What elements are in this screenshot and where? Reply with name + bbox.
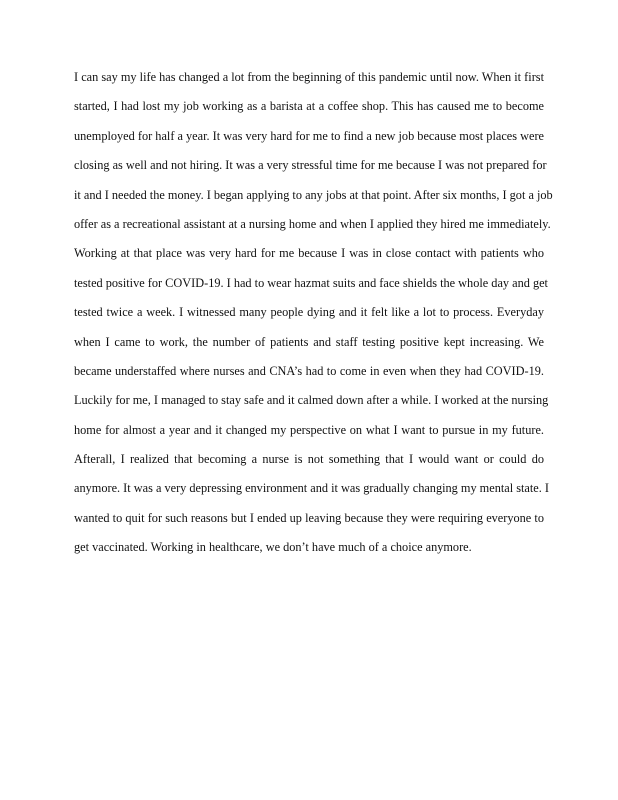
paragraph-line: anymore. It was a very depressing environment and it was gradually changing my mental state. I [74, 481, 549, 496]
paragraph-line: closing as well and not hiring. It was a very stressful time for me because I was not prepared for [74, 158, 547, 173]
paragraph-line: when I came to work, the number of patients and staff testing positive kept increasing. We [74, 334, 544, 349]
essay-paragraph [74, 70, 553, 570]
paragraph-line: home for almost a year and it changed my perspective on what I want to pursue in my future. [74, 422, 544, 437]
paragraph-line: it and I needed the money. I began applying to any jobs at that point. After six months, I got a job [74, 187, 553, 202]
paragraph-line: unemployed for half a year. It was very hard for me to find a new job because most places were [74, 128, 544, 143]
paragraph-line: offer as a recreational assistant at a nursing home and when I applied they hired me immediately. [74, 216, 551, 231]
paragraph-line: became understaffed where nurses and CNA’s had to come in even when they had COVID-19. [74, 363, 544, 378]
paragraph-line: I can say my life has changed a lot from the beginning of this pandemic until now. When it first [74, 70, 544, 84]
paragraph-line: started, I had lost my job working as a barista at a coffee shop. This has caused me to become [74, 99, 544, 114]
paragraph-line: get vaccinated. Working in healthcare, we don’t have much of a choice anymore. [74, 540, 472, 555]
paragraph-line: tested twice a week. I witnessed many people dying and it felt like a lot to process. Everyday [74, 305, 544, 320]
paragraph-line: wanted to quit for such reasons but I ended up leaving because they were requiring everyone to [74, 510, 544, 525]
paragraph-line: tested positive for COVID-19. I had to wear hazmat suits and face shields the whole day and get [74, 275, 548, 290]
paragraph-line: Afterall, I realized that becoming a nurse is not something that I would want or could do [74, 452, 544, 467]
paragraph-line: Luckily for me, I managed to stay safe and it calmed down after a while. I worked at the nursing [74, 393, 549, 408]
paragraph-line: Working at that place was very hard for me because I was in close contact with patients who [74, 246, 544, 261]
